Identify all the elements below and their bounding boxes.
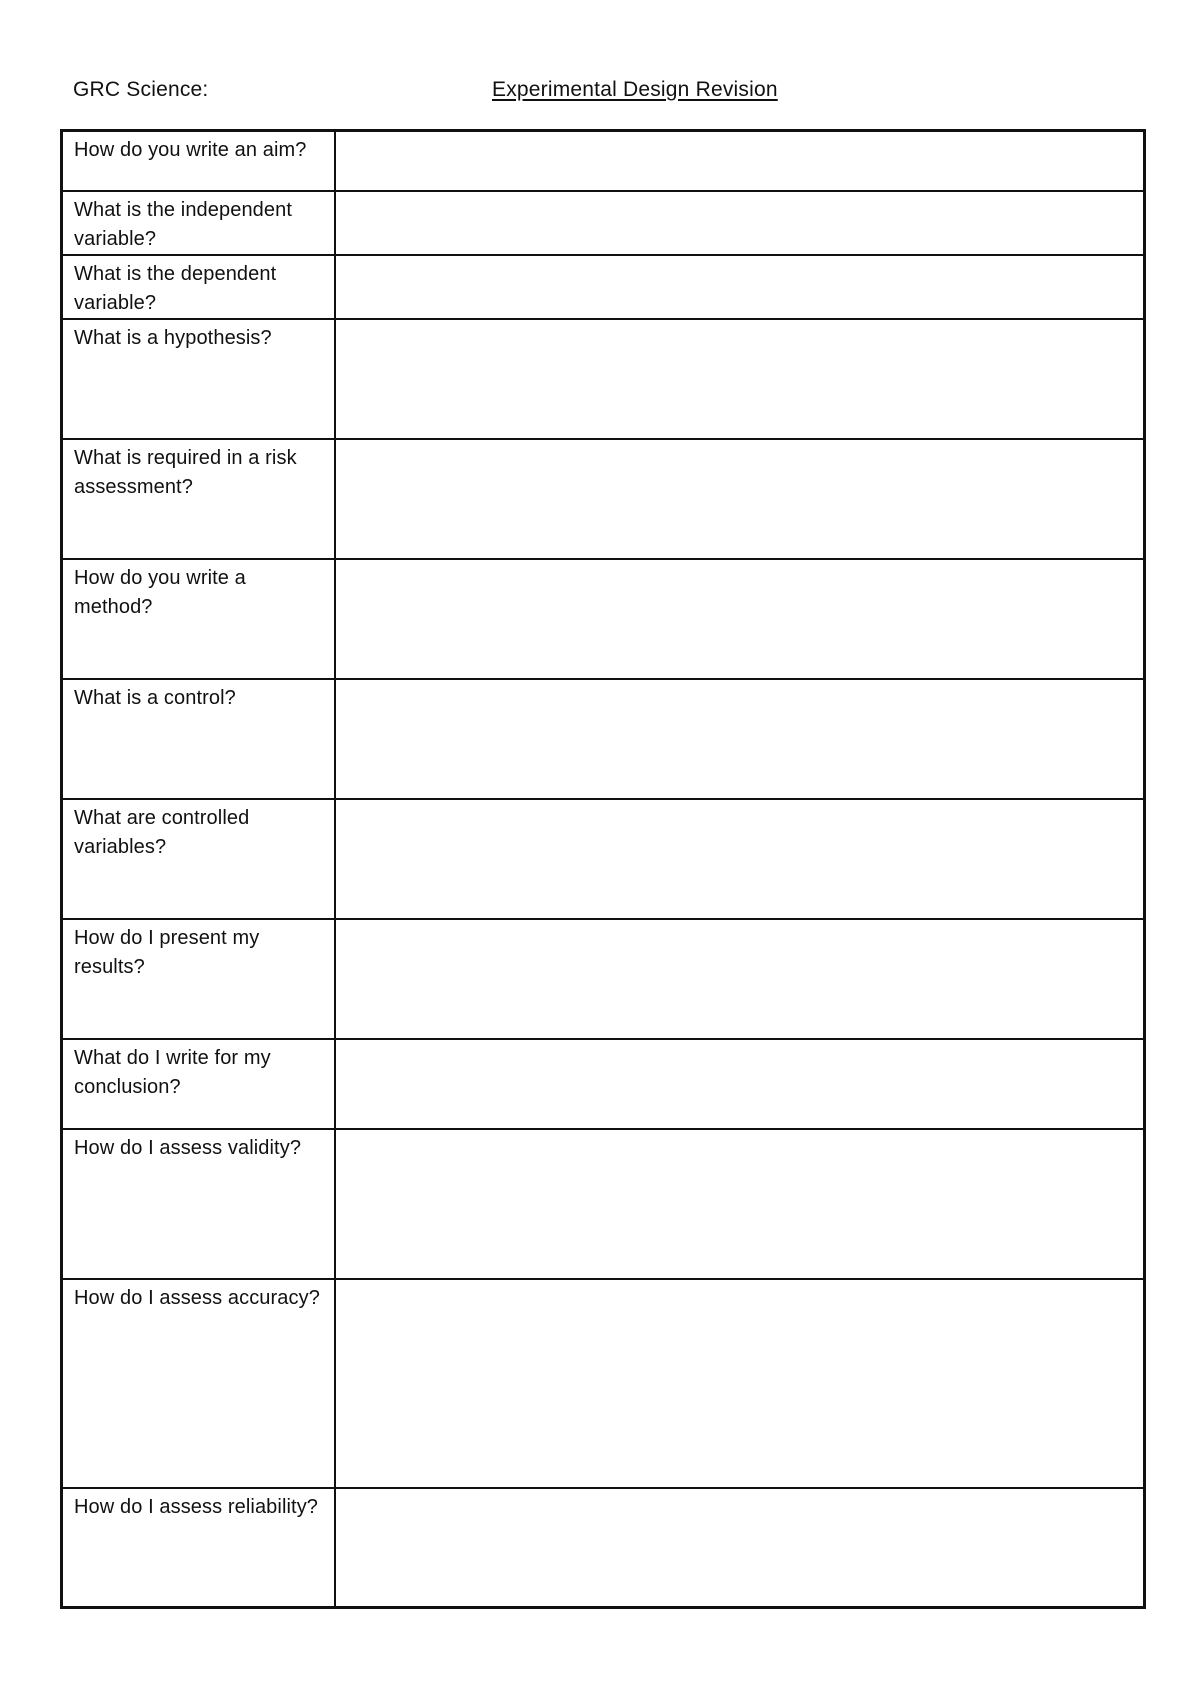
table-row	[62, 1129, 1145, 1279]
table-row	[62, 1279, 1145, 1488]
revision-table	[60, 129, 1146, 1609]
table-row	[62, 799, 1145, 919]
question-cell: How do I assess validity?	[62, 1129, 336, 1279]
question-cell: How do you write a method?	[62, 559, 336, 679]
question-cell: How do you write an aim?	[62, 131, 336, 191]
answer-cell[interactable]	[335, 1488, 1145, 1608]
table-row	[62, 255, 1145, 319]
question-cell: What is required in a risk assessment?	[62, 439, 336, 559]
question-cell: What is a hypothesis?	[62, 319, 336, 439]
table-row	[62, 439, 1145, 559]
question-cell: How do I assess reliability?	[62, 1488, 336, 1608]
table-row	[62, 131, 1145, 191]
question-cell: What are controlled variables?	[62, 799, 336, 919]
answer-cell[interactable]	[335, 255, 1145, 319]
question-cell: What is a control?	[62, 679, 336, 799]
table-row	[62, 919, 1145, 1039]
answer-cell[interactable]	[335, 679, 1145, 799]
question-cell: What is the dependent variable?	[62, 255, 336, 319]
question-cell: What do I write for my conclusion?	[62, 1039, 336, 1129]
answer-cell[interactable]	[335, 559, 1145, 679]
question-cell: How do I assess accuracy?	[62, 1279, 336, 1488]
answer-cell[interactable]	[335, 1039, 1145, 1129]
answer-cell[interactable]	[335, 439, 1145, 559]
table-row	[62, 1488, 1145, 1608]
table-row	[62, 191, 1145, 255]
answer-cell[interactable]	[335, 919, 1145, 1039]
answer-cell[interactable]	[335, 1279, 1145, 1488]
table-row	[62, 679, 1145, 799]
answer-cell[interactable]	[335, 191, 1145, 255]
answer-cell[interactable]	[335, 131, 1145, 191]
page-title: Experimental Design Revision	[492, 78, 778, 101]
table-row	[62, 319, 1145, 439]
answer-cell[interactable]	[335, 1129, 1145, 1279]
table-row	[62, 1039, 1145, 1129]
question-cell: What is the independent variable?	[62, 191, 336, 255]
answer-cell[interactable]	[335, 319, 1145, 439]
course-label: GRC Science:	[73, 78, 209, 101]
answer-cell[interactable]	[335, 799, 1145, 919]
question-cell: How do I present my results?	[62, 919, 336, 1039]
table-row	[62, 559, 1145, 679]
